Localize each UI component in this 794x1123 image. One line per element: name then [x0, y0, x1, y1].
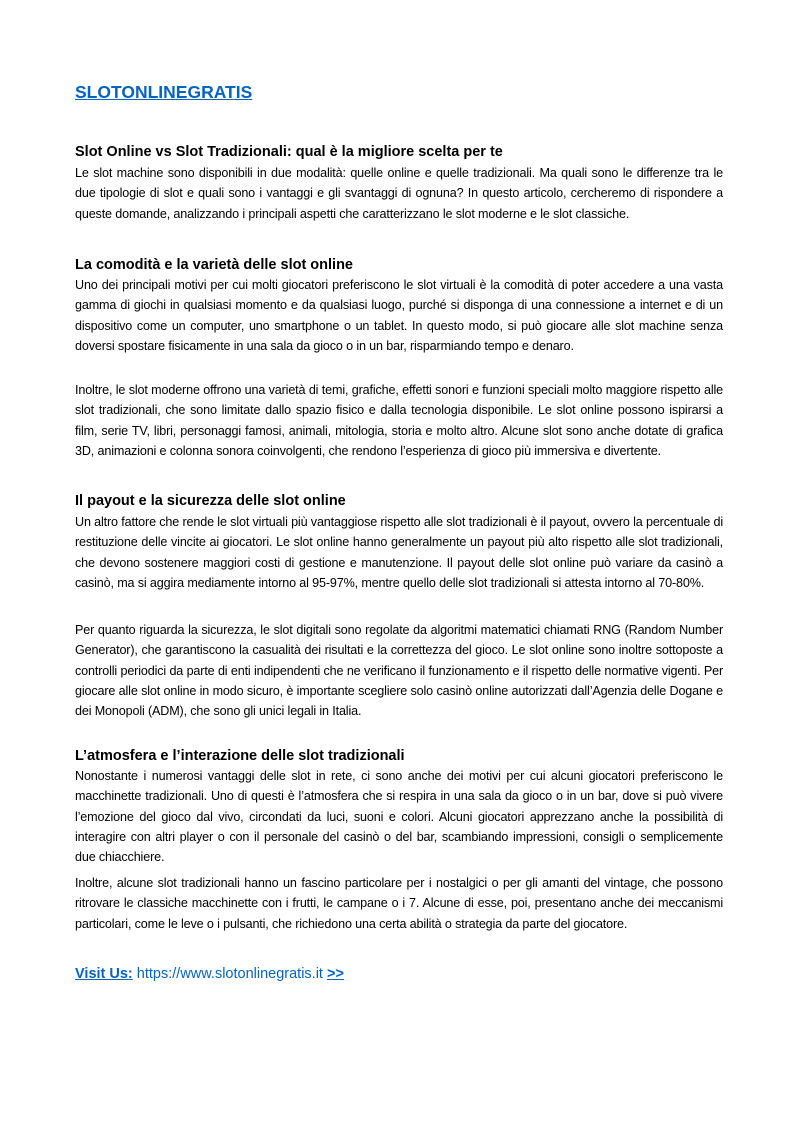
visit-us-link[interactable]: [75, 966, 344, 982]
atmosphere-paragraph-1: Nonostante i numerosi vantaggi delle slot in rete, ci sono anche dei motivi per cui alcuni giocatori preferiscono le macchinette tradizionali. Uno di questi è l’atmosfera che si respira in una sala da gioco o in un bar, dove si può vivere l’emozione del gioco dal vivo, circondati da luci, suoni e colori. Alcuni giocatori apprezzano anche la possibilità di interagire con altri player o con il personale del casinò o del bar, scambiando impressioni, consigli o semplicemente due chiacchiere.: [75, 769, 723, 865]
article-title: Slot Online vs Slot Tradizionali: qual è la migliore scelta per te: [75, 144, 503, 160]
section-heading-atmosphere: L’atmosfera e l’interazione delle slot tradizionali: [75, 748, 405, 764]
intro-paragraph: Le slot machine sono disponibili in due modalità: quelle online e quelle tradizionali. Ma quali sono le differenze tra le due tipologie di slot e quali sono i vantaggi e gli svantaggi di ognuna? In questo articolo, cercheremo di rispondere a queste domande, analizzando i principali aspetti che caratterizzano le slot moderne e le slot classiche.: [75, 166, 723, 221]
payout-paragraph-2: Per quanto riguarda la sicurezza, le slot digitali sono regolate da algoritmi matematici chiamati RNG (Random Number Generator), che garantiscono la casualità dei risultati e la correttezza del gioco. Le slot online sono inoltre sottoposte a controlli periodici da parte di enti indipendenti che ne verificano il funzionamento e il rispetto delle normative vigenti. Per giocare alle slot online in modo sicuro, è importante scegliere solo casinò online autorizzati dall’Agenzia delle Dogane e dei Monopoli (ADM), che sono gli unici legali in Italia.: [75, 623, 723, 719]
site-title-link[interactable]: SLOTONLINEGRATIS: [75, 82, 253, 102]
visit-us-label: Visit Us:: [75, 966, 133, 982]
section-heading-payout: Il payout e la sicurezza delle slot online: [75, 493, 346, 509]
payout-paragraph-1: Un altro fattore che rende le slot virtuali più vantaggiose rispetto alle slot tradizionali è il payout, ovvero la percentuale di restituzione delle vincite ai giocatori. Le slot online hanno generalmente un payout più alto rispetto alle slot tradizionali, che devono sostenere maggiori costi di gestione e manutenzione. Il payout delle slot online può variare da casinò a casinò, ma si aggira mediamente intorno al 95-97%, mentre quello delle slot tradizionali si attesta intorno al 70-80%.: [75, 515, 723, 590]
convenience-paragraph-2: Inoltre, le slot moderne offrono una varietà di temi, grafiche, effetti sonori e funzioni speciali molto maggiore rispetto alle slot tradizionali, che sono limitate dallo spazio fisico e dalla tecnologia disponibile. Le slot online possono ispirarsi a film, serie TV, libri, personaggi famosi, animali, mitologia, storia e molto altro. Alcune slot sono anche dotate di grafica 3D, animazioni e colonna sonora coinvolgenti, che rendono l’esperienza di gioco più immersiva e divertente.: [75, 383, 723, 458]
atmosphere-paragraph-2: Inoltre, alcune slot tradizionali hanno un fascino particolare per i nostalgici o per gli amanti del vintage, che possono ritrovare le classiche macchinette con i frutti, le campane o i 7. Alcune di esse, poi, presentano anche dei meccanismi particolari, come le leve o i pulsanti, che richiedono una certa abilità o strategia da parte del giocatore.: [75, 876, 723, 931]
visit-us-url[interactable]: https://www.slotonlinegratis.it: [136, 966, 323, 982]
convenience-paragraph-1: Uno dei principali motivi per cui molti giocatori preferiscono le slot virtuali è la comodità di poter accedere a una vasta gamma di giochi in qualsiasi momento e da qualsiasi luogo, purché si disponga di una connessione a internet e di un dispositivo come un computer, uno smartphone o un tablet. In questo modo, si può giocare alle slot machine senza doversi spostare fisicamente in una sala da gioco o in un bar, risparmiando tempo e denaro.: [75, 278, 723, 353]
visit-us-arrows: >>: [327, 966, 344, 982]
section-heading-convenience: La comodità e la varietà delle slot online: [75, 257, 353, 273]
